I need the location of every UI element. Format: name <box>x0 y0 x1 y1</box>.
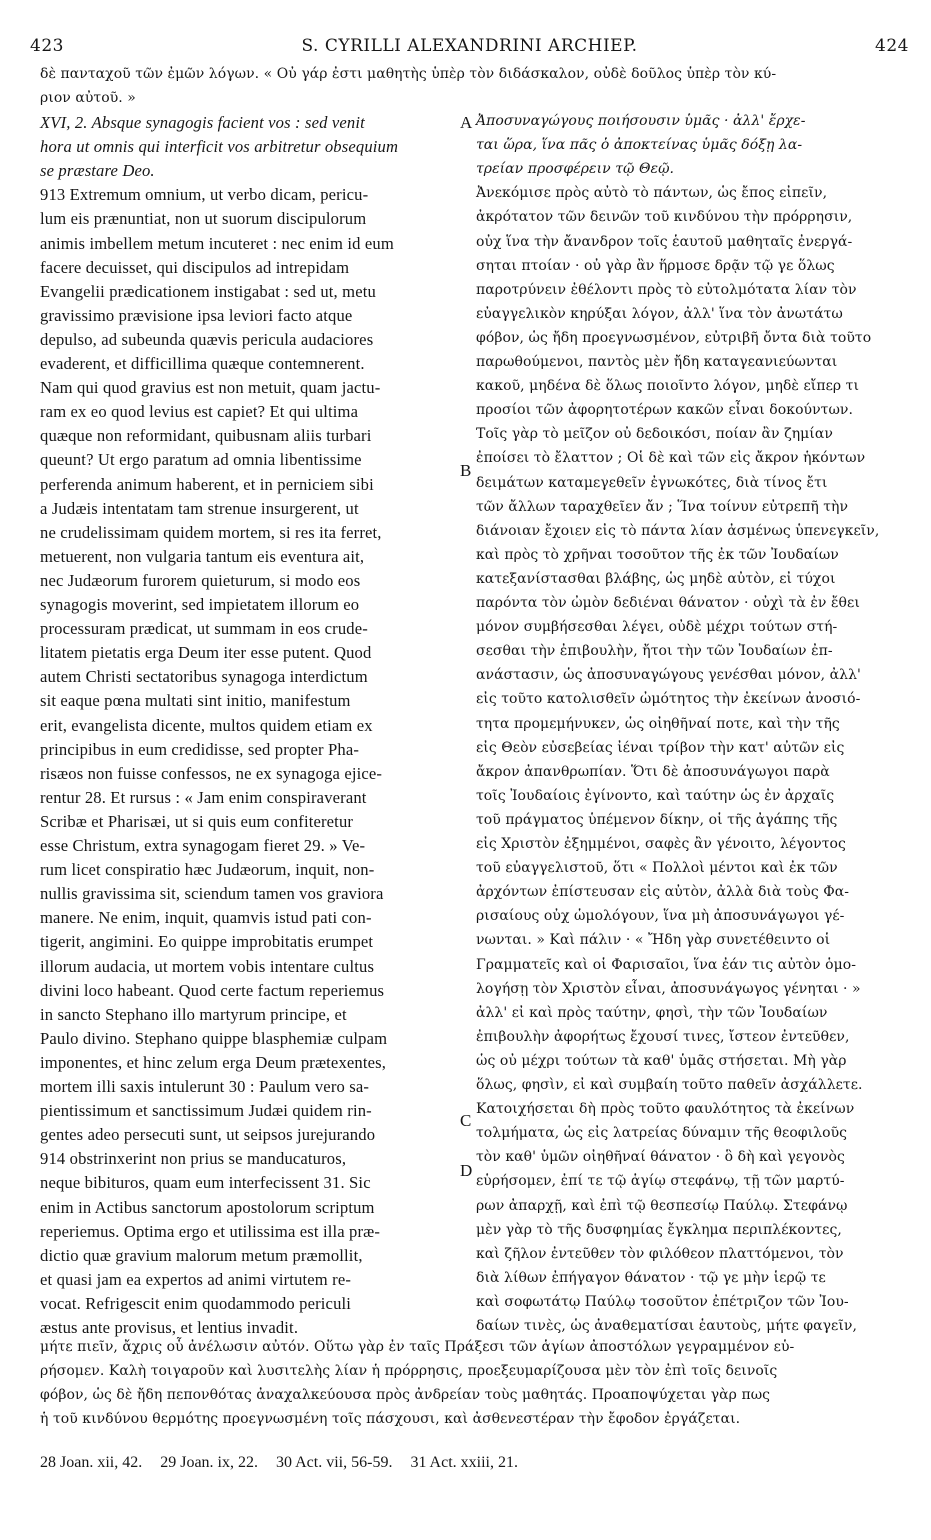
latin-line: reperiemus. Optima ergo et utilissima est illa præ- <box>40 1221 381 1241</box>
latin-line: Paulo divino. Stephano quippe blasphemiæ culpam <box>40 1028 388 1048</box>
latin-line: dictio quæ gravium malorum metum præmollit, <box>40 1245 363 1265</box>
margin-marker: B <box>460 461 472 480</box>
greek-line: ὡς οὐ μέχρι τούτων τὰ καθ' ὑμᾶς στήσεται. Μὴ γὰρ <box>476 1052 847 1069</box>
bottom-line: μήτε πιεῖν, ἄχρις οὗ ἀνέλωσιν αὐτόν. Οὕτω γὰρ ἐν ταῖς Πράξεσι τῶν ἁγίων ἀποστόλων γεγραμμένον εὑ- <box>40 1339 795 1355</box>
greek-line: ανάστασιν, ὡς ἀποσυναγώγους γενέσθαι μόνον, ἀλλ' <box>476 667 861 684</box>
greek-line: Κατοιχήσεται δὴ πρὸς τοῦτο φαυλότητος τὰ ἐκείνων <box>476 1101 855 1118</box>
latin-line: imponentes, et hinc zelum erga Deum prætexentes, <box>40 1052 387 1072</box>
greek-line: παρόντα τὸν ὠμὸν δεδιέναι θάνατον · οὐχὶ τὰ ἐν ἔθει <box>476 595 860 611</box>
latin-line: rentur 28. Et rursus : « Jam enim conspiraverant <box>40 787 367 807</box>
latin-line: hora ut omnis qui interficit vos arbitretur obsequium <box>40 137 399 157</box>
greek-line: καὶ ζῆλον ἐντεῦθεν τὸν φιλόθεον πλαττόμενοι, τὸν <box>476 1245 844 1262</box>
latin-line: erit, evangelista dicente, multos quidem etiam ex <box>40 715 373 735</box>
latin-line: in sancto Stephano illo martyrum principe, et <box>40 1004 347 1024</box>
greek-line: ται ὥρα, ἵνα πᾶς ὁ ἀποκτείνας ὑμᾶς δόξῃ λα- <box>476 137 803 154</box>
latin-line: evaderent, et difficillima quæque contemnerent. <box>40 354 365 373</box>
greek-line: Ἀνεκόμισε πρὸς αὐτὸ τὸ πάντων, ὡς ἔπος εἰπεῖν, <box>476 185 828 202</box>
page-number-left: 423 <box>30 36 64 56</box>
greek-line: καὶ σοφωτάτῳ Παύλῳ τοσοῦτον ἐπέτριζον τῶν Ἰου- <box>476 1293 849 1310</box>
latin-line: nullis gravissima sit, sciendum tamen vos graviora <box>40 884 384 904</box>
latin-line: esse Christum, extra synagogam fieret 29. » Ve- <box>40 836 366 855</box>
latin-line: gravissimo prævisione ipsa leviori facto atque <box>40 305 353 325</box>
greek-line: δειμάτων καταμεγεθεῖν ἐγνωκότες, διὰ τίνος ἔτι <box>476 474 828 491</box>
latin-line: Scribæ et Pharisæi, ut si quis eum confiteretur <box>40 811 354 831</box>
latin-line: perferenda animum haberent, et in perniciem sibi <box>40 474 374 494</box>
bottom-line: φόβον, ὡς δὲ ἤδη πεπονθότας ἀναχαλκεύουσα πρὸς ἀνδρείαν τοὺς μαθητάς. Προαποψύχεται γὰρ πως <box>40 1387 771 1403</box>
greek-line: τητα προμεμήνυκεν, ὡς οἰηθῆναί ποτε, καὶ τὴν τῆς <box>476 715 840 732</box>
bottom-line: ρήσομεν. Καλὴ τοιγαροῦν καὶ λυσιτελὴς λίαν ἡ πρόρρησις, προεξευμαρίζουσα μὲν τὸν ἐπὶ τοῖς δεινοῖς <box>40 1363 778 1379</box>
greek-line: παρωθούμενοι, παντὸς μὲν ἤδη καταγεανιεύωνται <box>476 354 838 370</box>
latin-line: litatem pietatis erga Deum iter esse putent. Quod <box>40 643 372 663</box>
footnote: 28 Joan. xii, 42. <box>40 1454 143 1471</box>
page-number-right: 424 <box>875 36 909 56</box>
latin-line: nec Judæorum furorem quieturum, si modo eos <box>40 570 361 590</box>
greek-line: εὐαγγελικὸν κηρύξαι λόγον, ἀλλ' ἵνα τὸν ἀνωτάτω <box>476 305 843 322</box>
latin-line: processuram prædicat, ut summam in eos crude- <box>40 619 368 639</box>
latin-line: synagogis moverint, sed impietatem illorum eo <box>40 595 360 614</box>
greek-line: σηται πτοίαν · οὐ γὰρ ἂν ἥρμοσε δρᾷν τῷ γε ὅλως <box>476 257 835 274</box>
greek-line: εἰς Θεὸν εὐσεβείας ἰέναι τρίβον τὴν κατ' αὐτῶν εἰς <box>476 739 845 756</box>
greek-line: παροτρύνειν ἐθέλοντι πρὸς τὸ εὐτολμότατα λίαν τὸν <box>476 281 857 298</box>
latin-line: 914 obstrinxerint non prius se manducaturos, <box>40 1149 347 1169</box>
latin-line: facere decuisset, qui discipulos ad intrepidam <box>40 257 350 277</box>
footnotes <box>40 1454 536 1472</box>
greek-line: τρείαν προσφέρειν τῷ Θεῷ. <box>476 161 675 178</box>
greek-line: καὶ πρὸς τὸ χρῆναι τοσοῦτον τῆς ἐκ τῶν Ἰουδαίων <box>476 546 839 563</box>
margin-marker: C <box>460 1111 472 1130</box>
greek-line: κακοῦ, μηδένα δὲ ὅλως ποιοῖντο λόγον, μηδὲ εἴπερ τι <box>476 378 859 395</box>
latin-line: animis imbellem metum incuteret : nec enim id eum <box>40 233 394 253</box>
latin-line: manere. Ne enim, inquit, quamvis istud pati con- <box>40 908 372 928</box>
latin-line: mortem illi saxis intulerunt 30 : Paulum vero sa- <box>40 1077 370 1096</box>
margin-marker: A <box>460 113 473 132</box>
latin-line: neque bibituros, quam eum interfecissent 31. Sic <box>40 1173 371 1193</box>
latin-line: 913 Extremum omnium, ut verbo dicam, pericu- <box>40 185 369 205</box>
running-title: S. CYRILLI ALEXANDRINI ARCHIEP. <box>301 36 638 56</box>
footnote: 31 Act. xxiii, 21. <box>410 1454 518 1471</box>
latin-line: XVI, 2. Absque synagogis facient vos : sed venit <box>40 113 365 132</box>
greek-line: δαίων τινὲς, ὡς ἀναθεματίσαι ἑαυτοὺς, μήτε φαγεῖν, <box>476 1318 857 1334</box>
greek-line: ὅλως, φησὶν, εἰ καὶ συμβαίη τοῦτο παθεῖν ἀσχάλλετε. <box>476 1077 863 1093</box>
bottom-line: ἡ τοῦ κινδύνου θερμότης προεγνωσμένη τοῖς πάσχουσι, καὶ ἀσθενεστέραν τὴν ἔφοδον ἐργάζεται. <box>40 1411 741 1427</box>
greek-line: εὑρήσομεν, ἐπί τε τῷ ἁγίῳ στεφάνῳ, τῇ τῶν μαρτύ- <box>476 1173 845 1190</box>
greek-line: κατεξανίστασθαι βλάβης, ὡς μηδὲ αὐτὸν, εἰ τύχοι <box>476 570 836 587</box>
greek-line: τοῖς Ἰουδαίοις ἐγίνοντο, καὶ ταύτην ὡς ἐν ἀρχαῖς <box>476 787 835 804</box>
greek-line: ρων ἀπαρχῇ, καὶ ἐπὶ τῷ θεσπεσίῳ Παύλῳ. Στεφάνῳ <box>476 1197 848 1214</box>
latin-line: metuerent, non vulgaria tantum eis eventura ait, <box>40 546 365 566</box>
greek-line: τολμήματα, ὡς εἰς λατρείας δύναμιν τῆς θεοφιλοῦς <box>476 1125 848 1142</box>
greek-line: εἰς Χριστὸν ἐξημμένοι, σαφὲς ἂν γένοιτο, λέγοντος <box>476 836 846 852</box>
latin-line: rum licet conspiratio hæc Judæorum, inquit, non- <box>40 860 375 880</box>
running-header <box>30 36 909 56</box>
greek-line: τὸν καθ' ὑμῶν οἰηθῆναί θάνατον · ὃ δὴ καὶ γεγονὸς <box>476 1149 845 1166</box>
latin-line: Nam qui quod gravius est non metuit, quam jactu- <box>40 378 381 398</box>
latin-line: risæos non fuisse confessos, ne ex synagoga ejice- <box>40 763 383 783</box>
greek-line: ἐποίσει τὸ ἔλαττον ; Οἱ δὲ καὶ τῶν εἰς ἄκρον ἡκόντων <box>476 450 866 467</box>
footnote: 30 Act. vii, 56-59. <box>276 1454 393 1471</box>
latin-line: a Judæis intentatam tam strenue insurgerent, ut <box>40 498 359 518</box>
latin-line: se præstare Deo. <box>40 161 155 181</box>
latin-line: gentes adeo persecuti sunt, ut seipsos jurejurando <box>40 1125 376 1145</box>
latin-line: sit eaque pœna multati sint initio, manifestum <box>40 691 351 711</box>
greek-line: ἀρχόντων ἐπίστευσαν εἰς αὐτὸν, ἀλλὰ διὰ τοὺς Φα- <box>476 884 850 901</box>
greek-line: εἰς τοῦτο κατολισθεῖν ὠμότητος τὴν ἐκείνων ἀνοσιό- <box>476 691 861 708</box>
latin-line: illorum audacia, ut mortem vobis intentare cultus <box>40 956 375 976</box>
greek-line: προσίοι τῶν ἀφορητοτέρων κακῶν εἶναι δοκούντων. <box>476 402 853 419</box>
latin-line: ram ex eo quod levius est capiet? Et qui ultima <box>40 402 359 422</box>
greek-line: τῶν ἄλλων ταραχθεῖεν ἄν ; Ἵνα τοίνυν εὐτρεπῆ τὴν <box>476 498 849 515</box>
latin-line: principibus in eum credidisse, sed propter Pha- <box>40 739 360 759</box>
latin-line: æstus ante provisus, et lentius invadit. <box>40 1318 299 1337</box>
latin-line: pientissimum et sanctissimum Judæi quidem rin- <box>40 1101 372 1121</box>
greek-line: φόβον, ὡς ἤδη προεγνωσμένον, εὐτριβῆ ὄντα διὰ τοῦτο <box>476 329 872 346</box>
greek-line: μὲν γὰρ τὸ τῆς δυσφημίας ἔγκλημα περιπλέκοντες, <box>476 1221 842 1238</box>
greek-line: μόνον συμβήσεσθαι λέγει, οὐδὲ μέχρι τούτων στή- <box>476 619 838 636</box>
greek-line: ἄκρον ἀπανθρωπίαν. Ὅτι δὲ ἀποσυνάγωγοι παρὰ <box>476 763 830 780</box>
greek-line: τοῦ εὐαγγελιστοῦ, ὅτι « Πολλοὶ μέντοι καὶ ἐκ τῶν <box>476 860 838 877</box>
latin-line: enim in Actibus sanctorum apostolorum scriptum <box>40 1197 375 1217</box>
greek-line: σεσθαι τὴν ἐπιβουλὴν, ἤτοι τὴν τῶν Ἰουδαίων ἐπ- <box>476 643 833 660</box>
greek-line: νωνται. » Καὶ πάλιν · « Ἤδη γὰρ συνετέθειντο οἱ <box>476 932 831 949</box>
greek-line: διὰ λίθων ἐπήγαγον θάνατον · τῷ γε μὴν ἱερῷ τε <box>476 1269 826 1286</box>
latin-line: queunt? Ut ergo paratum ad omnia libentissime <box>40 450 362 470</box>
latin-line: lum eis prænuntiat, non ut suorum discipulorum <box>40 209 367 229</box>
latin-line: quæque non reformidant, quibusnam aliis turbari <box>40 426 372 446</box>
greek-line: οὐχ ἵνα τὴν ἄνανδρον τοῖς ἑαυτοῦ μαθηταῖς ἐνεργά- <box>476 233 853 250</box>
greek-line: διάνοιαν ἔχοιεν εἰς τὸ πάντα λίαν ἀσμένως ὑπενεγκεῖν, <box>476 522 880 539</box>
latin-line: ne crudelissimam quidem mortem, si res ita ferret, <box>40 522 382 542</box>
greek-line: ἀλλ' εἰ καὶ πρὸς ταύτην, φησὶ, τὴν τῶν Ἰουδαίων <box>476 1004 828 1021</box>
greek-line: ἀκρότατον τῶν δεινῶν τοῦ κινδύνου τὴν πρόρρησιν, <box>476 209 853 226</box>
footnote: 29 Joan. ix, 22. <box>160 1454 258 1471</box>
greek-line: τοῦ πράγματος ὑπέμενον δίκην, οἱ τῆς ἀγάπης τῆς <box>476 811 838 828</box>
latin-line: Evangelii prædicationem instigabat : sed ut, metu <box>40 281 376 301</box>
greek-line: λογήσῃ τὸν Χριστὸν εἶναι, ἀποσυνάγωγος γένηται · » <box>476 980 861 997</box>
top-line: δὲ πανταχοῦ τῶν ἐμῶν λόγων. « Οὐ γάρ ἐστι μαθητὴς ὑπὲρ τὸν διδάσκαλον, οὐδὲ δοῦλος ὑπὲρ τὸν κύ- <box>40 66 777 82</box>
latin-line: vocat. Refrigescit enim quodammodo periculi <box>40 1293 352 1313</box>
greek-line: Τοῖς γὰρ τὸ μεῖζον οὐ δεδοικόσι, ποίαν ἂν ζημίαν <box>476 426 833 443</box>
latin-line: depulso, ad subeunda quævis pericula audaciores <box>40 329 374 349</box>
top-line: ριον αὐτοῦ. » <box>40 90 136 106</box>
latin-line: divini loco habeant. Quod certe factum reperiemus <box>40 980 385 1000</box>
greek-line: ρισαίους οὐχ ὡμολόγουν, ἵνα μὴ ἀποσυνάγωγοι γέ- <box>476 908 845 925</box>
greek-line: ἐπιβουλὴν ἀφορήτως ἔχουσί τινες, ἴστεον ἐντεῦθεν, <box>476 1028 850 1045</box>
latin-line: et quasi jam ea expertos ad animi virtutem re- <box>40 1269 352 1289</box>
margin-marker: D <box>460 1161 473 1180</box>
latin-line: tigerit, angimini. Eo quippe improbitatis erumpet <box>40 932 374 952</box>
latin-line: autem Christi sectatoribus synagoga interdictum <box>40 667 368 687</box>
greek-line: Ἀποσυναγώγους ποιήσουσιν ὑμᾶς · ἀλλ' ἔρχε- <box>476 113 806 129</box>
greek-line: Γραμματεῖς καὶ οἱ Φαρισαῖοι, ἵνα ἐάν τις αὐτὸν ὁμο- <box>476 956 857 973</box>
